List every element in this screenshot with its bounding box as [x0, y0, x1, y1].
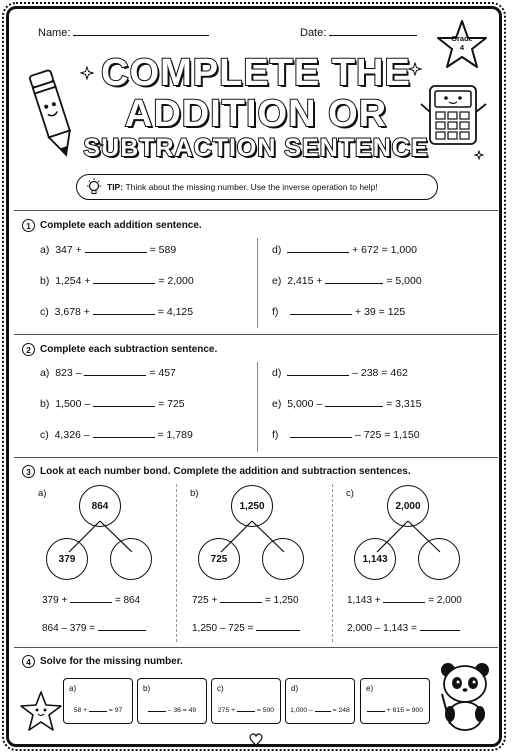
answer-blank[interactable] [290, 437, 352, 438]
problem-box-a: a) 58 + = 97 [63, 678, 133, 724]
section-3-title: Look at each number bond. Complete the addition and subtraction sentences. [40, 466, 411, 477]
answer-blank[interactable] [93, 314, 155, 315]
title-line-2: ADDITION OR [124, 93, 388, 135]
bond-subtraction-sentence: 2,000 – 1,143 = [347, 623, 460, 634]
section-number: 1 [22, 219, 35, 232]
answer-blank[interactable] [93, 437, 155, 438]
bond-addition-sentence: 725 + = 1,250 [192, 595, 299, 606]
divider [14, 210, 498, 211]
answer-blank[interactable] [93, 406, 155, 407]
name-field[interactable] [38, 27, 209, 39]
bond-whole-circle: 864 [79, 485, 121, 527]
equation-1e: e) 2,415 + = 5,000 [272, 275, 422, 287]
panda-icon [434, 660, 496, 732]
date-field[interactable] [300, 27, 417, 39]
answer-blank[interactable] [325, 283, 383, 284]
bond-part-circle: 379 [46, 538, 88, 580]
date-line[interactable] [329, 35, 417, 36]
equation-2d: d) – 238 = 462 [272, 367, 408, 379]
equation-2a: a) 823 – = 457 [40, 367, 176, 379]
answer-blank[interactable] [420, 630, 460, 631]
section-number: 4 [22, 655, 35, 668]
problem-box-c: c) 275 + = 500 [211, 678, 281, 724]
equation-1c: c) 3,678 + = 4,125 [40, 306, 194, 318]
answer-blank[interactable] [383, 602, 425, 603]
answer-blank[interactable] [325, 406, 383, 407]
bond-whole-circle: 2,000 [387, 485, 429, 527]
section-1-heading [22, 219, 202, 232]
grade-word: Grade [451, 34, 473, 43]
title-line-1: COMPLETE THE [101, 52, 411, 94]
name-label: Name: [38, 27, 71, 39]
equation-2b: b) 1,500 – = 725 [40, 398, 185, 410]
bond-subtraction-sentence: 1,250 – 725 = [192, 623, 300, 634]
equation-1d: d) + 672 = 1,000 [272, 244, 417, 256]
bond-label: c) [346, 488, 354, 499]
sparkle-icon [408, 62, 422, 76]
section-1-title: Complete each addition sentence. [40, 220, 202, 231]
answer-blank[interactable] [70, 602, 112, 603]
bond-subtraction-sentence: 864 – 379 = [42, 623, 146, 634]
answer-blank[interactable] [93, 283, 155, 284]
section-number: 2 [22, 343, 35, 356]
title-line-3: SUBTRACTION SENTENCE [83, 134, 429, 162]
problem-box-e: e) + 615 = 900 [360, 678, 430, 724]
grade-badge [434, 34, 490, 52]
pencil-character-icon [28, 64, 84, 164]
tip-text: Think about the missing number. Use the inverse operation to help! [125, 182, 378, 192]
calculator-character-icon [418, 82, 490, 148]
bond-part-circle: 725 [198, 538, 240, 580]
answer-blank[interactable] [98, 630, 146, 631]
column-divider [257, 362, 258, 452]
answer-blank[interactable] [367, 711, 385, 712]
answer-blank[interactable] [220, 602, 262, 603]
problem-box-b: b) – 36 = 49 [137, 678, 207, 724]
answer-blank[interactable] [315, 711, 331, 712]
answer-blank[interactable] [287, 375, 349, 376]
sparkle-icon [80, 66, 94, 80]
section-4-title: Solve for the missing number. [40, 656, 183, 667]
answer-blank[interactable] [84, 375, 146, 376]
tip-label: TIP: [107, 182, 124, 192]
divider [14, 647, 498, 648]
section-2-title: Complete each subtraction sentence. [40, 344, 218, 355]
equation-1a: a) 347 + = 589 [40, 244, 177, 256]
heart-icon [248, 732, 264, 746]
section-3-heading [22, 465, 411, 478]
column-divider [332, 484, 333, 642]
section-4-heading [22, 655, 183, 668]
name-line[interactable] [73, 35, 209, 36]
answer-blank[interactable] [148, 711, 166, 712]
bond-addition-sentence: 379 + = 864 [42, 595, 141, 606]
lightbulb-icon [85, 178, 103, 196]
divider [14, 457, 498, 458]
bond-missing-part-circle[interactable] [110, 538, 152, 580]
answer-blank[interactable] [85, 252, 147, 253]
answer-blank[interactable] [290, 314, 352, 315]
column-divider [257, 238, 258, 328]
answer-blank[interactable] [287, 252, 349, 253]
bond-missing-part-circle[interactable] [418, 538, 460, 580]
sparkle-icon [94, 140, 104, 150]
star-character-icon [18, 690, 64, 734]
column-divider [176, 484, 177, 642]
equation-1b: b) 1,254 + = 2,000 [40, 275, 194, 287]
section-number: 3 [22, 465, 35, 478]
bond-addition-sentence: 1,143 + = 2,000 [347, 595, 462, 606]
grade-number: 4 [459, 43, 465, 52]
divider [14, 334, 498, 335]
equation-2f: f) – 725 = 1,150 [272, 429, 420, 441]
problem-box-d: d) 1,000 – = 248 [285, 678, 355, 724]
bond-label: a) [38, 488, 47, 499]
bond-whole-circle: 1,250 [231, 485, 273, 527]
equation-1f: f) + 39 = 125 [272, 306, 406, 318]
bond-part-circle: 1,143 [354, 538, 396, 580]
date-label: Date: [300, 27, 327, 39]
equation-2c: c) 4,326 – = 1,789 [40, 429, 193, 441]
tip-banner [76, 174, 438, 200]
equation-2e: e) 5,000 – = 3,315 [272, 398, 422, 410]
bond-missing-part-circle[interactable] [262, 538, 304, 580]
section-2-heading [22, 343, 217, 356]
sparkle-icon [474, 150, 484, 160]
answer-blank[interactable] [237, 711, 255, 712]
answer-blank[interactable] [256, 630, 300, 631]
bond-label: b) [190, 488, 199, 499]
answer-blank[interactable] [89, 711, 107, 712]
